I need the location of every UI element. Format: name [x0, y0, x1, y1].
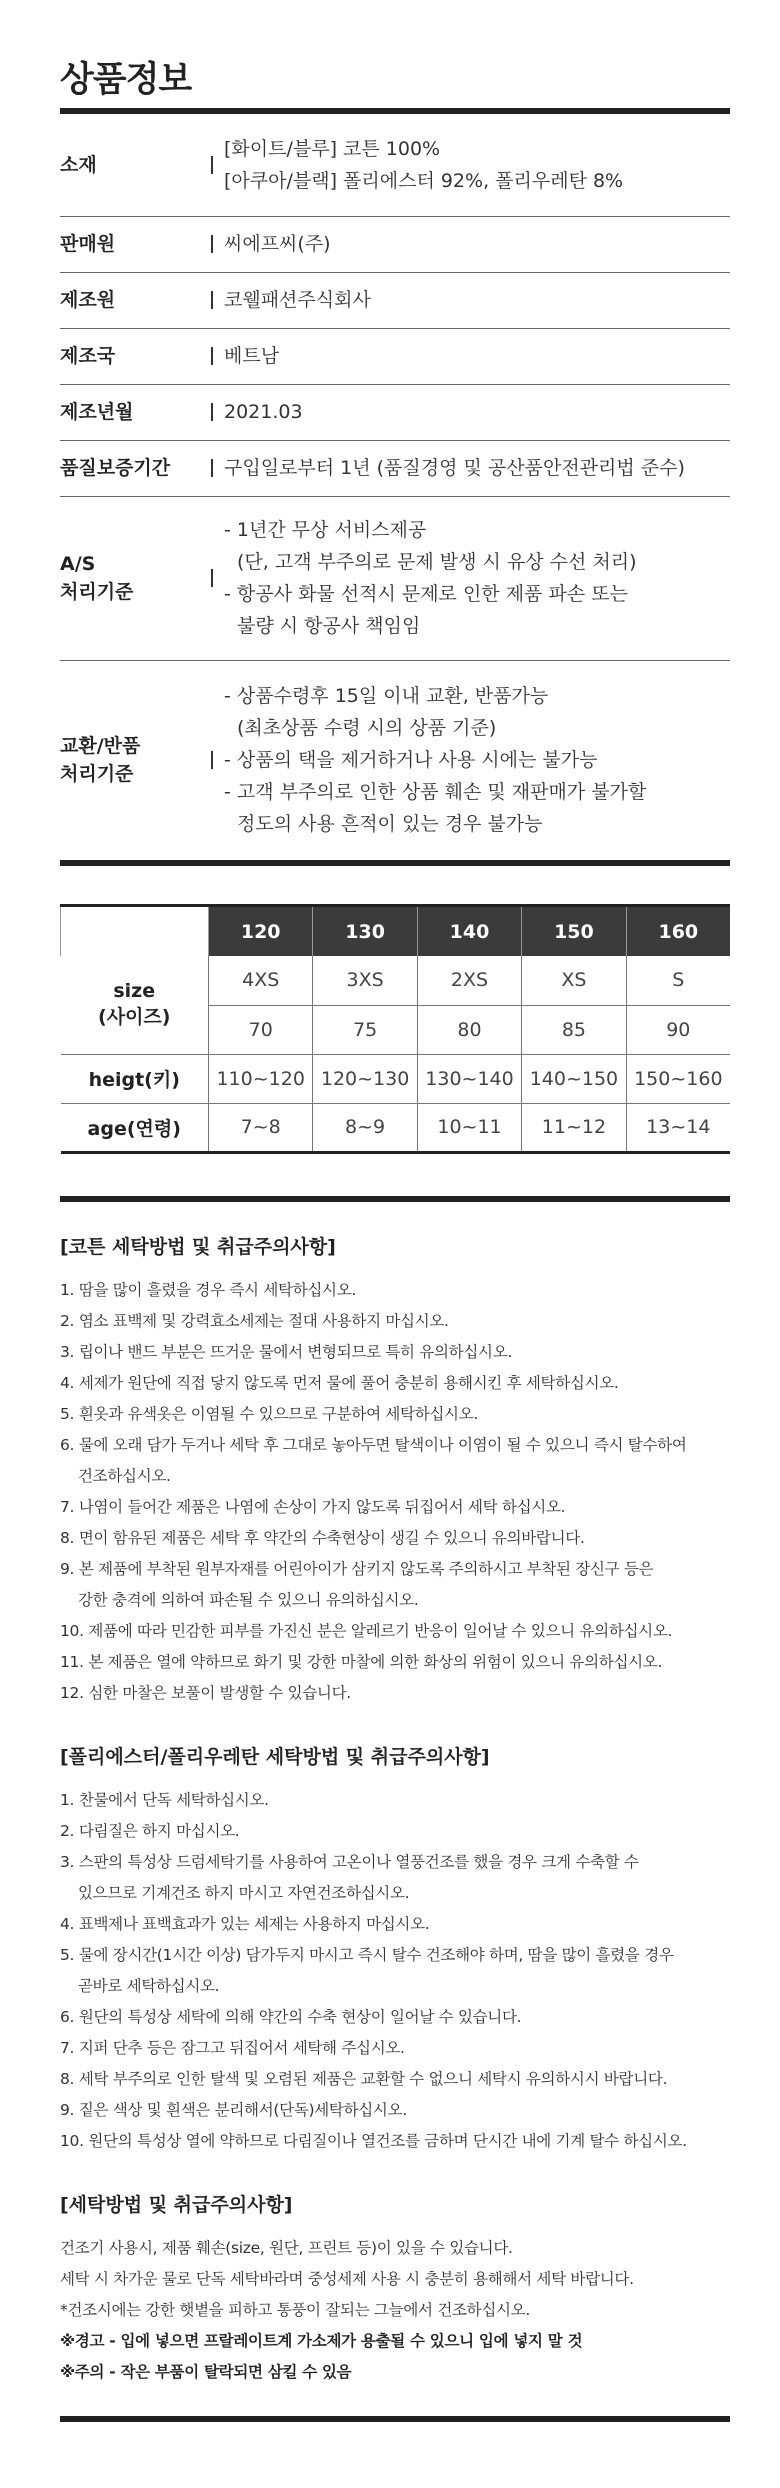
care-item: [60, 1306, 730, 1337]
care-item-text: 9. 짙은 색상 및 흰색은 분리해서(단독)세탁하십시오.: [60, 2100, 407, 2119]
warning-note: ※경고 - 입에 넣으면 프랄레이트계 가소제가 용출될 수 있으니 입에 넣지 말 것: [60, 2331, 583, 2350]
seller-value: 씨에프씨(주): [224, 233, 331, 255]
care-item: [60, 1909, 730, 1940]
row-separator: [200, 216, 224, 272]
row-separator: [200, 496, 224, 660]
age-cell: 8~9: [313, 1103, 417, 1152]
row-separator: [200, 272, 224, 328]
age-label: age(연령): [61, 1103, 209, 1152]
age-cell: 13~14: [626, 1103, 730, 1152]
age-cell: 10~11: [417, 1103, 521, 1152]
care-item-text: 8. 세탁 부주의로 인한 탈색 및 오렴된 제품은 교환할 수 없으니 세탁시 유의하시시 바랍니다.: [60, 2069, 668, 2088]
age-cell: 11~12: [522, 1103, 626, 1152]
caution-note: ※주의 - 작은 부품이 탈락되면 삼킬 수 있음: [60, 2362, 352, 2381]
info-row-exchange: [60, 660, 730, 860]
size-num-cell: 75: [313, 1005, 417, 1054]
size-code-cell: 3XS: [313, 956, 417, 1005]
care-item-continuation: 건조하십시오.: [78, 1466, 171, 1485]
warranty-value: 구입일로부터 1년 (품질경영 및 공산품안전관리법 준수): [224, 457, 685, 479]
size-code-cell: XS: [522, 956, 626, 1005]
as-label-line: A/S: [60, 553, 96, 575]
maker-value: 코웰패션주식회사: [224, 289, 371, 311]
row-separator: [200, 440, 224, 496]
care-top-divider: [60, 1196, 730, 1202]
height-row: [61, 1054, 731, 1103]
size-code-cell: 4XS: [209, 956, 313, 1005]
care-item-text: 2. 염소 표백제 및 강력효소세제는 절대 사용하지 마십시오.: [60, 1311, 449, 1330]
care-item-text: 7. 나염이 들어간 제품은 나염에 손상이 가지 않도록 뒤집어서 세탁 하십시오.: [60, 1497, 566, 1516]
size-num-cell: 70: [209, 1005, 313, 1054]
care-item-continuation: 곧바로 세탁하십시오.: [78, 1976, 220, 1995]
cotton-care-list: [60, 1275, 730, 1709]
care-item-text: 12. 심한 마찰은 보풀이 발생할 수 있습니다.: [60, 1683, 351, 1702]
cotton-care-title: [코튼 세탁방법 및 취급주의사항]: [60, 1235, 336, 1258]
age-row: [61, 1103, 731, 1152]
care-item: [60, 1816, 730, 1847]
poly-care-list: [60, 1785, 730, 2157]
info-row-seller: [60, 216, 730, 272]
exchange-line: 정도의 사용 흔적이 있는 경우 불가능: [237, 813, 543, 836]
care-item: [60, 1492, 730, 1523]
size-header-blank: [61, 907, 209, 956]
info-row-as: [60, 496, 730, 660]
as-line: (단, 고객 부주의로 문제 발생 시 유상 수선 처리): [237, 551, 637, 573]
height-cell: 120~130: [313, 1054, 417, 1103]
care-item: [60, 1523, 730, 1554]
size-code-cell: 2XS: [417, 956, 521, 1005]
care-item-text: 11. 본 제품은 열에 약하므로 화기 및 강한 마찰에 의한 화상의 위험이 있으니 유의하십시오.: [60, 1652, 663, 1671]
maker-label: 제조원: [60, 289, 116, 311]
care-item-text: 10. 원단의 특성상 열에 약하므로 다림질이나 열건조를 금하며 단시간 내에 기계 탈수 하십시오.: [60, 2131, 687, 2150]
care-item: [60, 1337, 730, 1368]
date-label: 제조년월: [60, 401, 134, 423]
size-num-cell: 85: [522, 1005, 626, 1054]
general-care-line: 건조기 사용시, 제품 훼손(size, 원단, 프린트 등)이 있을 수 있습니다.: [60, 2238, 513, 2257]
care-section: [60, 1196, 730, 2422]
general-care-line: 세탁 시 차가운 물로 단독 세탁바라며 중성세제 사용 시 충분히 용해해서 세탁 바랍니다.: [60, 2269, 634, 2288]
care-item-text: 3. 스판의 특성상 드럼세탁기를 사용하여 고온이나 열풍건조를 했을 경우 크게 수축할 수: [60, 1852, 639, 1871]
material-line: [화이트/블루] 코튼 100%: [224, 137, 441, 160]
row-separator: [200, 384, 224, 440]
row-separator: [200, 114, 224, 216]
care-item: [60, 1554, 730, 1616]
size-table: [60, 907, 730, 1154]
care-item-text: 10. 제품에 따라 민감한 피부를 가진신 분은 알레르기 반응이 일어날 수 있으니 유의하십시오.: [60, 1621, 673, 1640]
exchange-label-line: 교환/반품: [60, 735, 141, 758]
info-row-maker: [60, 272, 730, 328]
care-item-text: 9. 본 제품에 부착된 원부자재를 어린아이가 삼키지 않도록 주의하시고 부착된 장신구 등은: [60, 1559, 654, 1578]
exchange-line: - 고객 부주의로 인한 상품 훼손 및 재판매가 불가할: [224, 781, 647, 804]
size-label-line: (사이즈): [98, 1006, 171, 1029]
size-num-cell: 90: [626, 1005, 730, 1054]
size-label-line: size: [113, 980, 156, 1003]
size-label: [61, 956, 209, 1054]
care-item-text: 2. 다림질은 하지 마십시오.: [60, 1821, 240, 1840]
size-header-row: [61, 907, 731, 956]
care-item-text: 5. 물에 장시간(1시간 이상) 담가두지 마시고 즉시 탈수 건조해야 하며, 땀을 많이 흘렸을 경우: [60, 1945, 674, 1964]
care-item-text: 1. 땀을 많이 흘렸을 경우 즉시 세탁하십시오.: [60, 1280, 357, 1299]
as-label: [60, 496, 200, 660]
care-item: [60, 1678, 730, 1709]
height-cell: 150~160: [626, 1054, 730, 1103]
care-item: [60, 2064, 730, 2095]
page-title: 상품정보: [60, 60, 192, 100]
country-label: 제조국: [60, 345, 116, 367]
info-row-date: [60, 384, 730, 440]
size-header-cell: 160: [626, 907, 730, 956]
care-item-text: 8. 면이 함유된 제품은 세탁 후 약간의 수축현상이 생길 수 있으니 유의바랍니다.: [60, 1528, 585, 1547]
material-line: [아쿠아/블랙] 폴리에스터 92%, 폴리우레탄 8%: [224, 169, 624, 192]
height-cell: 110~120: [209, 1054, 313, 1103]
exchange-line: (최초상품 수령 시의 상품 기준): [237, 717, 497, 740]
age-cell: 7~8: [209, 1103, 313, 1152]
page-bottom-divider: [60, 2416, 730, 2422]
care-item: [60, 1430, 730, 1492]
care-item: [60, 2033, 730, 2064]
row-separator: [200, 328, 224, 384]
care-item: [60, 2126, 730, 2157]
care-item: [60, 2095, 730, 2126]
care-item-text: 5. 흰옷과 유색옷은 이염될 수 있으므로 구분하여 세탁하십시오.: [60, 1404, 479, 1423]
care-item: [60, 1368, 730, 1399]
size-header-cell: 150: [522, 907, 626, 956]
exchange-label: [60, 660, 200, 860]
care-item: [60, 1616, 730, 1647]
warranty-label: 품질보증기간: [60, 457, 171, 479]
size-section: [60, 904, 730, 1154]
material-value: [224, 114, 730, 216]
info-bottom-divider: [60, 860, 730, 866]
care-item: [60, 1847, 730, 1909]
care-item-text: 6. 원단의 특성상 세탁에 의해 약간의 수축 현상이 일어날 수 있습니다.: [60, 2007, 522, 2026]
country-value: 베트남: [224, 345, 280, 367]
as-line: - 1년간 무상 서비스제공: [224, 519, 427, 541]
row-separator: [200, 660, 224, 860]
seller-label: 판매원: [60, 233, 116, 255]
care-item-text: 6. 물에 오래 담가 두거나 세탁 후 그대로 놓아두면 탈색이나 이염이 될 수 있으니 즉시 탈수하여: [60, 1435, 687, 1454]
as-label-line: 처리기준: [60, 581, 134, 603]
care-item-text: 7. 지퍼 단추 등은 잠그고 뒤집어서 세탁해 주십시오.: [60, 2038, 405, 2057]
exchange-value: [224, 660, 730, 860]
care-item-continuation: 강한 충격에 의하여 파손될 수 있으니 유의하십시오.: [78, 1590, 419, 1609]
care-item-text: 4. 표백제나 표백효과가 있는 세제는 사용하지 마십시오.: [60, 1914, 430, 1933]
care-item: [60, 1940, 730, 2002]
care-item-text: 4. 세제가 원단에 직접 닿지 않도록 먼저 물에 풀어 충분히 용해시킨 후 세탁하십시오.: [60, 1373, 619, 1392]
exchange-label-line: 처리기준: [60, 763, 134, 786]
size-num-cell: 80: [417, 1005, 521, 1054]
poly-care-title: [폴리에스터/폴리우레탄 세탁방법 및 취급주의사항]: [60, 1745, 490, 1768]
size-header-cell: 140: [417, 907, 521, 956]
size-header-cell: 120: [209, 907, 313, 956]
material-label: 소재: [60, 153, 97, 176]
care-item-continuation: 있으므로 기계건조 하지 마시고 자연건조하십시오.: [78, 1883, 410, 1902]
general-care-title: [세탁방법 및 취급주의사항]: [60, 2193, 293, 2216]
care-item: [60, 2002, 730, 2033]
care-item-text: 1. 찬물에서 단독 세탁하십시오.: [60, 1790, 269, 1809]
care-item: [60, 1647, 730, 1678]
height-cell: 130~140: [417, 1054, 521, 1103]
info-row-material: [60, 114, 730, 216]
care-item: [60, 1399, 730, 1430]
size-code-row: [61, 956, 731, 1005]
height-label: heigt(키): [61, 1054, 209, 1103]
exchange-line: - 상품수령후 15일 이내 교환, 반품가능: [224, 685, 549, 708]
size-header-cell: 130: [313, 907, 417, 956]
general-care-line: *건조시에는 강한 햇볕을 피하고 통풍이 잘되는 그늘에서 건조하십시오.: [60, 2300, 530, 2319]
care-item: [60, 1275, 730, 1306]
as-line: - 항공사 화물 선적시 문제로 인한 제품 파손 또는: [224, 583, 628, 605]
care-item-text: 3. 립이나 밴드 부분은 뜨거운 물에서 변형되므로 특히 유의하십시오.: [60, 1342, 513, 1361]
product-info-table: [60, 114, 730, 860]
exchange-line: - 상품의 택을 제거하거나 사용 시에는 불가능: [224, 749, 598, 772]
as-value: [224, 496, 730, 660]
size-code-cell: S: [626, 956, 730, 1005]
care-item: [60, 1785, 730, 1816]
as-line: 불량 시 항공사 책임임: [237, 615, 421, 637]
info-row-country: [60, 328, 730, 384]
info-row-warranty: [60, 440, 730, 496]
height-cell: 140~150: [522, 1054, 626, 1103]
date-value: 2021.03: [224, 401, 303, 423]
